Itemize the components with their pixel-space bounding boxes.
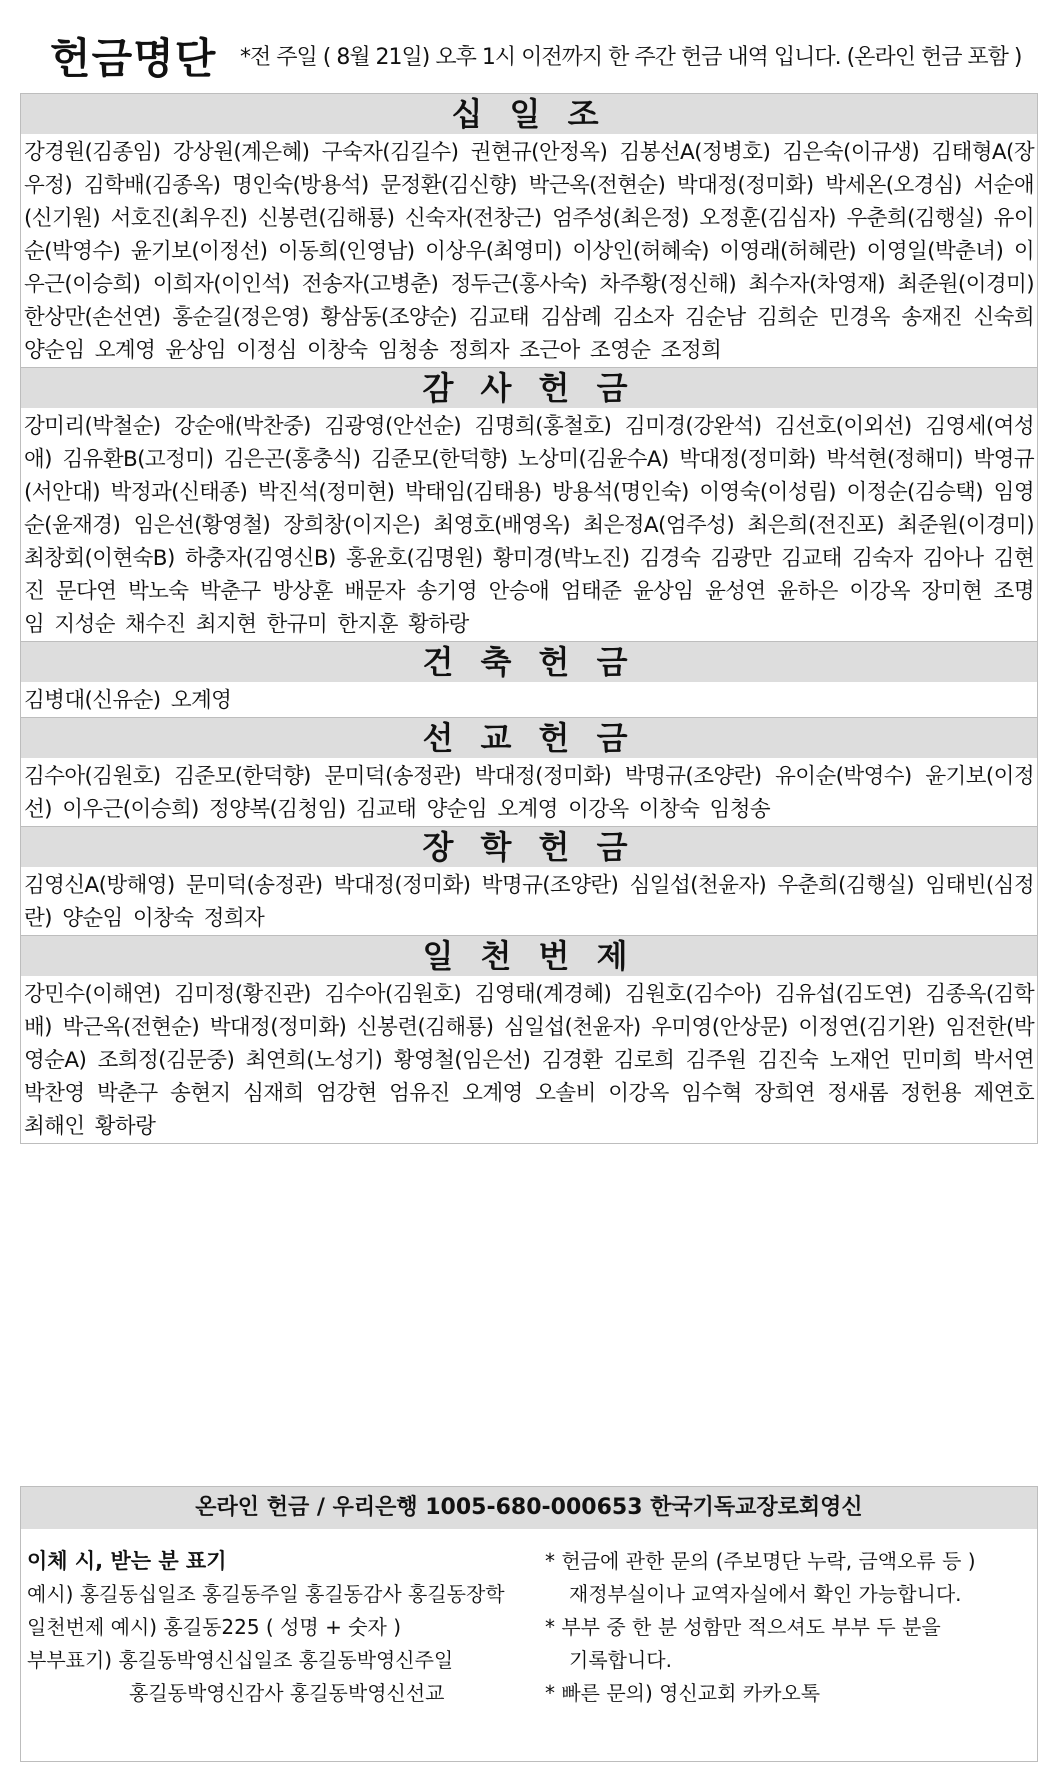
note-3: * 빠른 문의) 영신교회 카카오톡 [545,1681,821,1705]
thanks-names: 강미리(박철순) 강순애(박찬중) 김광영(안선순) 김명희(홍철호) 김미경(강완석) 김선호(이외선) 김영세(여성애) 김유환B(고정미) 김은곤(홍충식) 김준모(한덕향) 노상미(김윤수A) 박대정(정미화) 박석현(정해미) 박영규(서안대) 박정과(신태종) 박진석(정미현) 박태임(김태용) 방용석(명인숙) 이영숙(이성림) 이정순(김승택) 임영순(윤재경) 임은선(황영철) 장희창(이지은) 최영호(배영옥) 최은정A(엄주성) 최은희(전진포) 최준원(이경미) 최창회(이현숙B) 하충자(김영신B) 홍윤호(김명원) 황미경(박노진) 김경숙 김광만 김교태 김숙자 김아나 김현진 문다연 박노숙 박춘구 방상훈 배문자 송기영 안승애 엄태준 윤상임 윤성연 윤하은 이강옥 장미현 조명임 지성순 채수진 최지현 한규미 한지훈 황하랑 [24,414,1034,637]
inquiry-notes [545,1545,1025,1710]
cutoff-notice: *전 주일 ( 8월 21일) 오후 1시 이전까지 한 주간 헌금 내역 입니다. (온라인 헌금 포함 ) [240,45,1022,70]
note-1b: 재정부실이나 교역자실에서 확인 가능합니다. [569,1582,962,1606]
page-header [50,18,1040,83]
page-title: 헌금명단 [50,34,217,83]
section-heading-thousand: 일 천 번 제 [21,935,1037,976]
mission-names: 김수아(김원호) 김준모(한덕향) 문미덕(송정관) 박대정(정미화) 박명규(조양란) 유이순(박영수) 윤기보(이정선) 이우근(이승희) 정양복(김청임) 김교태 양순임 오계영 이강옥 이창숙 임청송 [24,764,1034,822]
transfer-example-3: 부부표기) 홍길동박영신십일조 홍길동박영신주일 [27,1648,454,1672]
building-names: 김병대(신유순) 오계영 [24,688,232,713]
online-offering-box [20,1486,1038,1762]
transfer-instructions [27,1545,547,1710]
section-heading-tithe: 십 일 조 [21,94,1037,134]
tithe-names: 강경원(김종임) 강상원(계은혜) 구숙자(김길수) 권현규(안정옥) 김봉선A(정병호) 김은숙(이규생) 김태형A(장우정) 김학배(김종옥) 명인숙(방용석) 문정환(김신향) 박근옥(전현순) 박대정(정미화) 박세온(오경심) 서순애(신기원) 서호진(최우진) 신봉련(김해룡) 신숙자(전창근) 엄주성(최은정) 오정훈(김심자) 우춘희(김행실) 유이순(박영수) 윤기보(이정선) 이동희(인영남) 이상우(최영미) 이상인(허혜숙) 이영래(허혜란) 이영일(박춘녀) 이우근(이승희) 이희자(이인석) 전송자(고병춘) 정두근(홍사숙) 차주황(정신해) 최수자(차영재) 최준원(이경미) 한상만(손선연) 홍순길(정은영) 황삼동(조양순) 김교태 김삼례 김소자 김순남 김희순 민경옥 송재진 신숙희 양순임 오계영 윤상임 이정심 이창숙 임청송 정희자 조근아 조영순 조정희 [24,140,1034,363]
section-heading-thanks: 감 사 헌 금 [21,367,1037,408]
section-heading-building: 건 축 헌 금 [21,641,1037,682]
note-2b: 기록합니다. [569,1648,672,1672]
offering-list [20,93,1038,1144]
thousand-names: 강민수(이해연) 김미정(황진관) 김수아(김원호) 김영태(계경혜) 김원호(김수아) 김유섭(김도연) 김종옥(김학배) 박근옥(전현순) 박대정(정미화) 신봉련(김해룡) 심일섭(천윤자) 우미영(안상문) 이정연(김기완) 임전한(박영순A) 조희정(김문중) 최연희(노성기) 황영철(임은선) 김경환 김로희 김주원 김진숙 노재언 민미희 박서연 박찬영 박춘구 송현지 심재희 엄강현 엄유진 오계영 오솔비 이강옥 임수혁 장희연 정새롬 정헌용 제연호 최해인 황하랑 [24,982,1034,1139]
bank-account-bar: 온라인 헌금 / 우리은행 1005-680-000653 한국기독교장로회영신 [21,1487,1037,1529]
note-2a: * 부부 중 한 분 성함만 적으셔도 부부 두 분을 [545,1615,941,1639]
transfer-example-1: 예시) 홍길동십일조 홍길동주일 홍길동감사 홍길동장학 [27,1582,505,1606]
scholarship-names: 김영신A(방해영) 문미덕(송정관) 박대정(정미화) 박명규(조양란) 심일섭(천윤자) 우춘희(김행실) 임태빈(심정란) 양순임 이창숙 정희자 [24,873,1034,931]
transfer-example-4: 홍길동박영신감사 홍길동박영신선교 [129,1681,445,1705]
section-heading-scholarship: 장 학 헌 금 [21,826,1037,867]
transfer-label: 이체 시, 받는 분 표기 [27,1549,227,1573]
section-heading-mission: 선 교 헌 금 [21,717,1037,758]
transfer-example-2: 일천번제 예시) 홍길동225 ( 성명 + 숫자 ) [27,1615,402,1639]
note-1a: * 헌금에 관한 문의 (주보명단 누락, 금액오류 등 ) [545,1549,976,1573]
